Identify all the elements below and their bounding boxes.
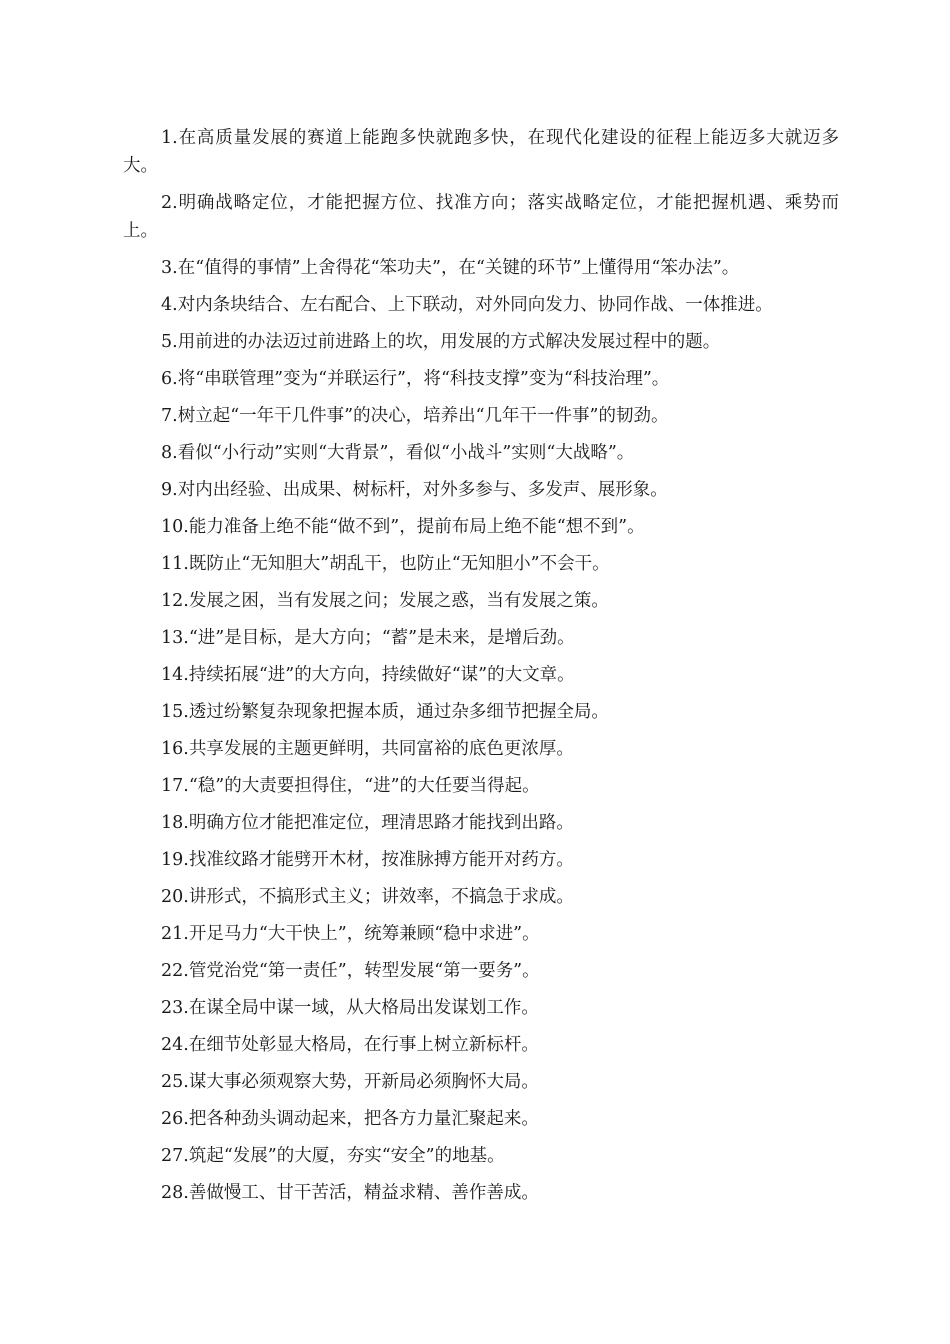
list-item: 13.“进”是目标，是大方向；“蓄”是未来，是增后劲。 [161, 628, 575, 648]
list-item: 4.对内条块结合、左右配合、上下联动，对外同向发力、协同作战、一体推进。 [161, 295, 773, 315]
list-item: 6.将“串联管理”变为“并联运行”，将“科技支撑”变为“科技治理”。 [161, 369, 670, 389]
list-item: 17.“稳”的大责要担得住，“进”的大任要当得起。 [161, 776, 540, 796]
list-item: 21.开足马力“大干快上”，统筹兼顾“稳中求进”。 [161, 924, 540, 944]
list-item: 1.在高质量发展的赛道上能跑多快就跑多快，在现代化建设的征程上能迈多大就迈多大。 [123, 128, 839, 176]
list-item: 20.讲形式，不搞形式主义；讲效率，不搞急于求成。 [161, 887, 574, 907]
list-item: 5.用前进的办法迈过前进路上的坎，用发展的方式解决发展过程中的题。 [161, 332, 721, 352]
list-item: 16.共享发展的主题更鲜明，共同富裕的底色更浓厚。 [161, 739, 574, 759]
document-body [123, 124, 839, 1216]
list-item: 8.看似“小行动”实则“大背景”，看似“小战斗”实则“大战略”。 [161, 443, 635, 463]
list-item: 18.明确方位才能把准定位，理清思路才能找到出路。 [161, 813, 574, 833]
list-item: 27.筑起“发展”的大厦，夯实“安全”的地基。 [161, 1146, 505, 1166]
list-item: 9.对内出经验、出成果、树标杆，对外多参与、多发声、展形象。 [161, 480, 668, 500]
list-item: 23.在谋全局中谋一域，从大格局出发谋划工作。 [161, 998, 539, 1018]
list-item: 10.能力准备上绝不能“做不到”，提前布局上绝不能“想不到”。 [161, 517, 645, 537]
list-item: 25.谋大事必须观察大势，开新局必须胸怀大局。 [161, 1072, 539, 1092]
list-item: 2.明确战略定位，才能把握方位、找准方向；落实战略定位，才能把握机遇、乘势而上。 [123, 193, 839, 241]
list-item: 7.树立起“一年干几件事”的决心，培养出“几年干一件事”的韧劲。 [161, 406, 669, 426]
list-item: 14.持续拓展“进”的大方向，持续做好“谋”的大文章。 [161, 665, 575, 685]
list-item: 15.透过纷繁复杂现象把握本质，通过杂多细节把握全局。 [161, 702, 609, 722]
list-item: 26.把各种劲头调动起来，把各方力量汇聚起来。 [161, 1109, 539, 1129]
list-item: 22.管党治党“第一责任”，转型发展“第一要务”。 [161, 961, 540, 981]
list-item: 3.在“值得的事情”上舍得花“笨功夫”，在“关键的环节”上懂得用“笨办法”。 [161, 258, 740, 278]
list-item: 11.既防止“无知胆大”胡乱干，也防止“无知胆小”不会干。 [161, 554, 610, 574]
list-item: 12.发展之困，当有发展之问；发展之惑，当有发展之策。 [161, 591, 609, 611]
list-item: 19.找准纹路才能劈开木材，按准脉搏方能开对药方。 [161, 850, 574, 870]
list-item: 28.善做慢工、甘干苦活，精益求精、善作善成。 [161, 1183, 539, 1203]
list-item: 24.在细节处彰显大格局，在行事上树立新标杆。 [161, 1035, 539, 1055]
